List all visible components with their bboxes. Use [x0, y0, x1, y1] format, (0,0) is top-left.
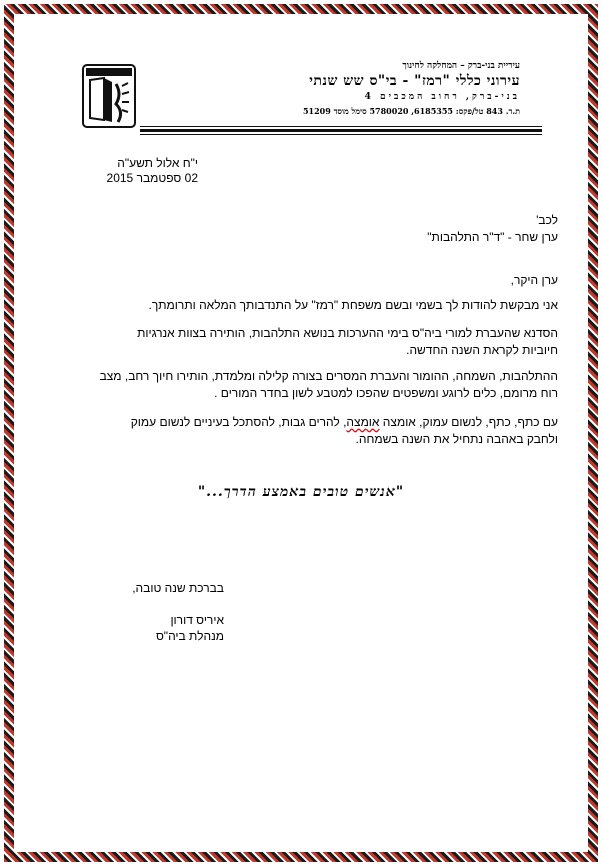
- recipient-block: [258, 212, 558, 246]
- letterhead-address: בני-ברק, רחוב המכבים 4: [364, 92, 520, 102]
- date-block: [78, 156, 198, 186]
- paragraph-3: ההתלהבות, השמחה, ההומור והעברת המסרים בצורה קלילה ומלמדת, הותירו חיוך רחב, מצב רוח מרומם, כלים לרוגע ומשפטים שהפכו למטבע לשון בחדר המורים .: [99, 369, 558, 400]
- paragraph-4: [98, 414, 558, 448]
- quote: "אנשים טובים באמצע הדרך...": [197, 484, 405, 500]
- letterhead-municipality: עיריית בני-ברק – המחלקה לחינוך: [402, 61, 520, 71]
- paragraph-4-start: עם כתף, כתף, לנשום עמוק, אומצה: [379, 415, 558, 429]
- letterhead-contact: ת.ד. 843 טל/פקס: 6185355, 5780020 סימל מוסד 51209: [302, 106, 520, 116]
- paragraph-1: אני מבקשת להודות לך בשמי ובשם משפחת "רמז" על התנדבותך המלאה ותרומתך.: [148, 298, 558, 312]
- school-logo: [82, 64, 136, 128]
- letterhead-school-name: עירוני כללי "רמז" - בי"ס שש שנתי: [309, 73, 520, 89]
- gregorian-date: 02 ספטמבר 2015: [106, 171, 198, 185]
- recipient-name: ערן שחר - "ד"ר התלהבות": [427, 230, 558, 244]
- spellcheck-underlined-word: אומצה: [346, 415, 380, 429]
- signer-name: איריס דורון: [170, 613, 224, 627]
- recipient-salutation: לכב': [536, 213, 558, 227]
- greeting: ערן היקר,: [510, 273, 558, 287]
- paragraph-2: הסדנא שהעברת למורי ביה"ס בימי ההערכות בנושא התלהבות, הותירה בצוות אנרגיות חיוביות לקראת השנה החדשה.: [137, 326, 558, 357]
- signer-title: מנהלת ביה"ס: [155, 629, 224, 643]
- letter-page: [20, 18, 582, 848]
- paragraph-4-end: , להרים גבות, להסתכל בעיניים לנשום עמוק ולחבק באהבה נתחיל את השנה בשמחה.: [130, 415, 558, 446]
- letterhead: [80, 60, 542, 140]
- hebrew-date: י"ח אלול תשע"ה: [117, 156, 198, 170]
- closing-blessing: בברכת שנה טובה,: [132, 581, 224, 595]
- letterhead-rules: [140, 126, 542, 137]
